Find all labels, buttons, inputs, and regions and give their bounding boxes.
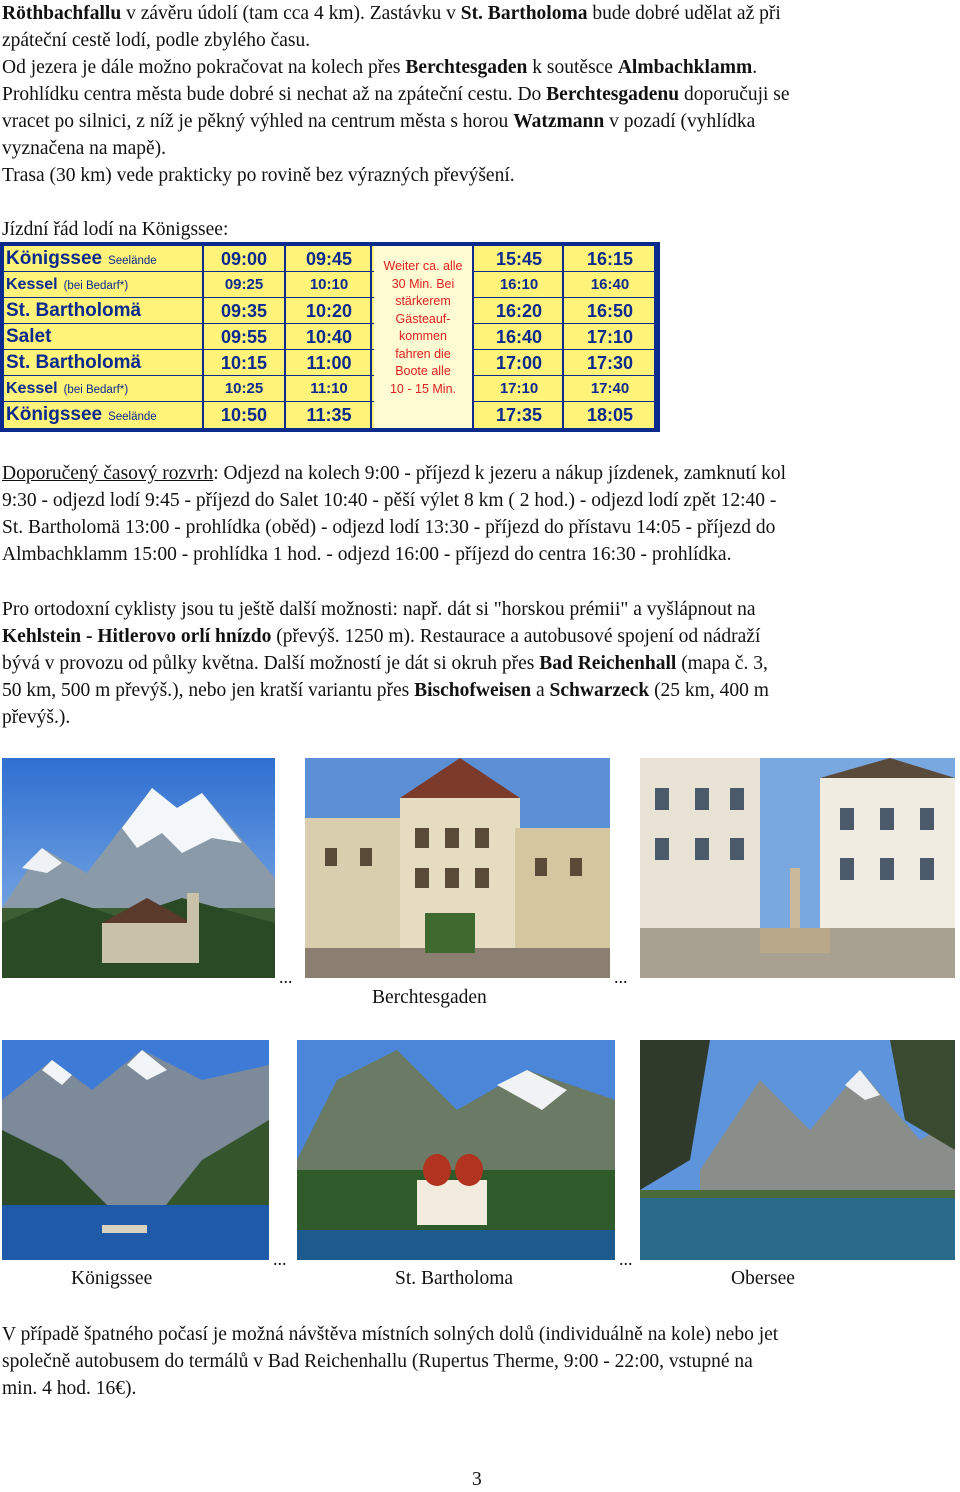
timetable-departure-time: 09:55 [204,324,286,350]
intro-line-2: zpáteční cestě lodí, podle zbylého času. [2,30,311,51]
timetable-row [4,246,656,272]
timetable-note-line: Gästeauf- [395,311,451,326]
intro-line-5: vracet po silnici, z níž je pěkný výhled na centrum města s horou Watzmann v pozadí (vyhlídka [2,111,756,132]
timetable-departure-time: 09:00 [204,246,286,272]
timetable-stop-note: (bei Bedarf*) [63,280,129,292]
timetable-departure-time: 17:30 [566,350,656,376]
timetable-stop [6,402,204,428]
timetable-departure-time: 16:40 [566,272,656,298]
timetable-row [4,376,656,402]
weather-line-3: min. 4 hod. 16€). [2,1378,137,1399]
timetable-stop [6,272,204,298]
page-number: 3 [472,1469,482,1490]
photo-berchtesgaden-street [640,758,955,978]
caption-berchtesgaden: Berchtesgaden [372,987,487,1008]
timetable-row [4,324,656,350]
timetable-stop [6,324,204,350]
timetable-stop-name: Kessel [6,276,58,293]
timetable-departure-time: 09:25 [204,272,286,298]
schedule-line-1: Doporučený časový rozvrh: Odjezd na kolech 9:00 - příjezd k jezeru a nákup jízdenek, zamknutí kol [2,463,787,484]
timetable-row [4,350,656,376]
ferry-timetable [0,242,660,432]
photo-st-bartholoma [297,1040,615,1260]
photo-watzmann-mountain [2,758,275,978]
timetable-stop-name: Kessel [6,380,58,397]
timetable-departure-time: 10:40 [288,324,372,350]
timetable-departure-time: 09:35 [204,298,286,324]
intro-line-7: Trasa (30 km) vede prakticky po rovině bez výrazných převýšení. [2,165,515,186]
intro-line-3: Od jezera je dále možno pokračovat na kolech přes Berchtesgaden k soutěsce Almbachklamm. [2,57,758,78]
timetable-departure-time: 10:20 [288,298,372,324]
timetable-stop [6,298,204,324]
timetable-stop-note: (bei Bedarf*) [63,384,129,396]
timetable-row [4,272,656,298]
timetable-stop-name: Königssee [6,248,103,269]
ellipsis-1: ... [279,967,293,987]
weather-line-1: V případě špatného počasí je možná návštěva místních solných dolů (individuálně na kole) nebo jet [2,1324,779,1345]
timetable-departure-time: 17:35 [476,402,564,428]
timetable-departure-time: 10:50 [204,402,286,428]
ellipsis-3: ... [273,1249,287,1269]
timetable-departure-time: 09:45 [288,246,372,272]
timetable-departure-time: 16:10 [476,272,564,298]
timetable-departure-time: 16:20 [476,298,564,324]
timetable-departure-time: 11:00 [288,350,372,376]
timetable-note-line: 10 - 15 Min. [389,381,456,396]
timetable-note-line: 30 Min. Bei [391,276,455,291]
timetable-row [4,298,656,324]
caption-obersee: Obersee [731,1268,795,1289]
timetable-stop [6,350,204,376]
intro-line-1: Röthbachfallu v závěru údolí (tam cca 4 km). Zastávku v St. Bartholoma bude dobré udělat až při [2,3,781,24]
timetable-stop-note: Seelände [108,255,157,267]
schedule-line-2: 9:30 - odjezd lodí 9:45 - příjezd do Salet 10:40 - pěší výlet 8 km ( 2 hod.) - odjezd lodí zpět 12:40 - [2,490,777,511]
cyclists-line-2: Kehlstein - Hitlerovo orlí hnízdo (převýš. 1250 m). Restaurace a autobusové spojení od nádraží [2,626,761,647]
caption-koenigssee: Königssee [71,1268,153,1289]
timetable-note-line: Boote alle [395,364,451,378]
schedule-line-4: Almbachklamm 15:00 - prohlídka 1 hod. - odjezd 16:00 - příjezd do centra 16:30 - prohlídka. [2,544,732,565]
cyclists-line-5: převýš.). [2,707,71,728]
timetable-departure-time: 17:10 [476,376,564,402]
photo-berchtesgaden-square [305,758,610,978]
timetable-departure-time: 10:10 [288,272,372,298]
timetable-heading: Jízdní řád lodí na Königssee: [2,219,229,240]
timetable-departure-time: 18:05 [566,402,656,428]
timetable-stop-name: St. Bartholomä [6,300,142,321]
timetable-departure-time: 17:00 [476,350,564,376]
ferry-timetable-grid [4,246,656,428]
timetable-stop [6,376,204,402]
cyclists-line-1: Pro ortodoxní cyklisty jsou tu ještě další možnosti: např. dát si "horskou prémii" a vyšlápnout na [2,599,756,620]
timetable-frequency-note [374,246,474,428]
photo-obersee [640,1040,955,1260]
timetable-departure-time: 10:15 [204,350,286,376]
intro-line-6: vyznačena na mapě). [2,138,167,159]
weather-line-2: společně autobusem do termálů v Bad Reichenhallu (Rupertus Therme, 9:00 - 22:00, vstupné na [2,1351,753,1372]
timetable-stop-note: Seelände [108,411,157,423]
timetable-departure-time: 11:10 [288,376,372,402]
timetable-departure-time: 17:10 [566,324,656,350]
timetable-note-line: Weiter ca. alle [383,259,463,273]
timetable-departure-time: 10:25 [204,376,286,402]
timetable-departure-time: 11:35 [288,402,372,428]
timetable-departure-time: 16:50 [566,298,656,324]
caption-st-bartholoma: St. Bartholoma [395,1268,514,1289]
ellipsis-2: ... [614,967,628,987]
timetable-departure-time: 16:40 [476,324,564,350]
intro-line-4: Prohlídku centra města bude dobré si nechat až na zpáteční cestu. Do Berchtesgadenu doporučuji se [2,84,790,105]
cyclists-line-3: bývá v provozu od půlky května. Další možností je dát si okruh přes Bad Reichenhall (mapa č. 3, [2,653,768,674]
schedule-line-3: St. Bartholomä 13:00 - prohlídka (oběd) - odjezd lodí 13:30 - příjezd do přístavu 14:05 - příjezd do [2,517,776,538]
timetable-stop-name: St. Bartholomä [6,352,142,373]
photo-koenigssee [2,1040,269,1260]
timetable-stop [6,246,204,272]
timetable-departure-time: 16:15 [566,246,656,272]
timetable-stop-name: Salet [6,326,52,347]
timetable-stop-name: Königssee [6,404,103,425]
ellipsis-4: ... [619,1249,633,1269]
timetable-note-line: kommen [399,329,447,343]
timetable-note-line: fahren die [395,346,451,361]
timetable-departure-time: 17:40 [566,376,656,402]
timetable-row [4,402,656,428]
timetable-note-line: stärkerem [395,294,451,308]
cyclists-line-4: 50 km, 500 m převýš.), nebo jen kratší variantu přes Bischofweisen a Schwarzeck (25 km, 400 m [2,680,769,701]
timetable-departure-time: 15:45 [476,246,564,272]
